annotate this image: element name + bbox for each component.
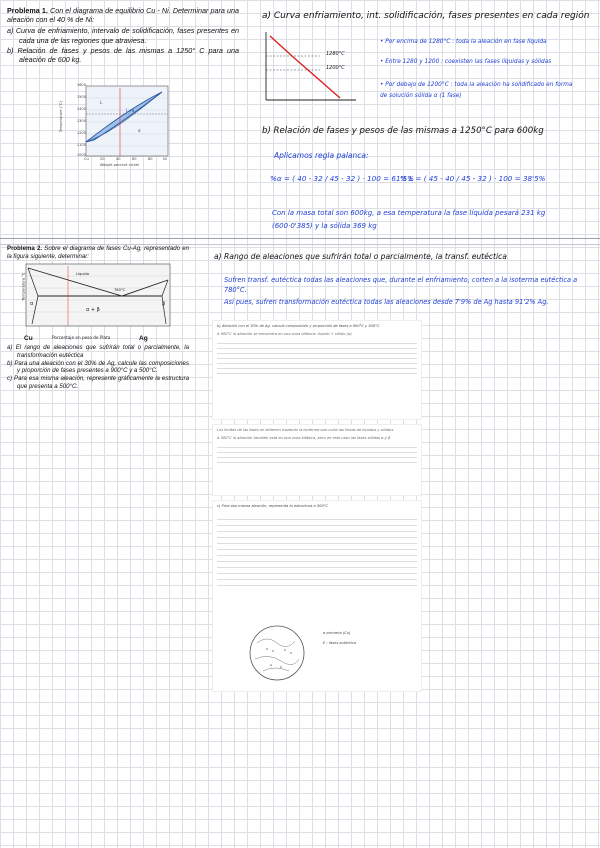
cu-ag-ylabel: Temperatura °C	[21, 272, 26, 301]
problem1-text: Con el diagrama de equilibrio Cu - Ni. Determinar para una aleación con el 40 % de Ni:	[7, 6, 239, 25]
cu-ni-xlabel: Weight percent nickel	[100, 163, 139, 167]
cu-ni-ytick: 1600	[76, 83, 86, 87]
cu-ni-xtick: 20	[100, 157, 105, 161]
legend-eutectic: E : fases eutéctica	[323, 641, 357, 645]
p2-answer-a-text-2: Así pues, sufren transformación eutéctica todas las aleaciones desde 7'9% de Ag hasta 91'2% Ag.	[224, 298, 549, 306]
svg-text:L+α: L+α	[126, 108, 135, 113]
cu-ag-xlabel: Porcentaje en peso de Plata	[52, 335, 111, 340]
p1-formula-liquid: % L = ( 45 - 40 / 45 - 32 ) · 100 = 38'5%	[400, 174, 546, 183]
p1-bullet-2: • Entre 1280 y 1200 : coexisten las fases líquidas y sólidas	[380, 59, 552, 65]
cu-ag-beta-label: β	[162, 301, 166, 307]
note-line-5: c) Para esa misma aleación, representa la estructura a 500°C	[217, 504, 329, 508]
problem2-item-c: c) Para esa misma aleación, represente gráficamente la estructura que presenta a 500°C.	[7, 375, 189, 390]
curve-label-1200: 1200°C	[326, 65, 345, 71]
cu-ni-xtick: 60	[132, 157, 137, 161]
svg-text:α: α	[138, 128, 141, 133]
p1-conclusion: Con la masa total son 600kg, a esa temperatura la fase líquida pesará 231 kg (600·0'385) y la sólida 369 kg	[272, 209, 546, 230]
cu-ni-ytick: 1400	[76, 107, 86, 111]
problem1-item-b: b) Relación de fases y pesos de las mismas a 1250° C para una aleación de 600 kg.	[7, 45, 239, 65]
scanned-note-c	[212, 500, 422, 692]
problem1-item-a: a) Curva de enfriamiento, intervalo de solidificación, fases presentes en cada una de las regiones que atraviesa.	[7, 26, 239, 45]
cu-ni-xtick: Ni	[163, 157, 167, 161]
cu-ag-alpha-beta-label: α + β	[86, 307, 100, 313]
cu-ag-alpha-label: α	[30, 301, 34, 307]
p2-answer-a-heading: a) Rango de aleaciones que sufrirán total o parcialmente, la transf. eutéctica	[214, 252, 507, 261]
cu-ni-ytick: 1300	[76, 119, 86, 123]
problem2-item-a: a) El rango de aleaciones que sufrirán total o parcialmente, la transformación eutéctica	[7, 344, 189, 359]
cu-ag-right-label: Ag	[139, 335, 148, 342]
p2-answer-a-text-1: Sufren transf. eutéctica todas las aleaciones que, durante el enfriamiento, corten a la isoterma eutéctica a 780°C.	[224, 276, 578, 294]
cu-ni-ylabel: Temperature (°C)	[58, 101, 63, 133]
problem1-title: Problema 1.	[7, 6, 48, 15]
cu-ni-ytick: 1500	[76, 95, 86, 99]
cu-ni-ytick: 1000	[76, 153, 86, 157]
cu-ni-xtick: 80	[148, 157, 153, 161]
problem2-title: Problema 2.	[7, 245, 43, 252]
p1-formula-alpha: %α = ( 40 - 32 / 45 - 32 ) · 100 = 61'5%	[270, 174, 414, 183]
legend-alpha-primary: α primaria (Cu)	[323, 631, 351, 635]
p1-bullet-1: • Por encima de 1280°C : toda la aleación en fase líquida	[380, 39, 547, 45]
cu-ni-ytick: 1200	[76, 131, 86, 135]
cu-ag-liquid-label: Líquido	[76, 272, 90, 276]
cu-ni-phase-diagram	[58, 83, 172, 170]
svg-text:L: L	[100, 100, 103, 105]
cu-ni-xtick: Cu	[84, 157, 89, 161]
cu-ni-xtick: 40	[116, 157, 121, 161]
section-divider	[0, 238, 600, 239]
scanned-note-b-900	[212, 320, 422, 420]
note-line-4: A 500°C la aleación también está en una zona bifásica, pero en este caso las fases sólidas α y β	[217, 436, 391, 441]
p1-bullet-3: • Por debajo de 1200°C : toda la aleación ha solidificado en forma de solución sólida α (1 fase)	[380, 82, 573, 99]
cu-ag-eutectic-temp: 780°C	[114, 288, 126, 292]
curve-label-1280: 1280°C	[326, 51, 345, 57]
problem2-statement	[7, 245, 189, 261]
problem2-items	[7, 344, 189, 391]
note-line-1: b) Aleación con el 30% de Ag, calcule composición y proporción de fases a 900°C y 500°C	[217, 324, 380, 328]
scanned-note-b-500	[212, 424, 422, 496]
microstructure-sketch	[247, 623, 307, 683]
problem2-item-b: b) Para una aleación con el 30% de Ag, calcule las composiciones y proporción de fases presentes a 900°C y a 500°C.	[7, 359, 189, 375]
note-line-2: A 900°C la aleación se encuentra en una zona bifásica: líquido + sólido (α)	[217, 332, 352, 337]
cu-ag-phase-diagram	[16, 262, 172, 334]
p1-answer-a-heading: a) Curva enfriamiento, int. solidificación, fases presentes en cada región	[262, 11, 590, 21]
p1-method: Aplicamos regla palanca:	[274, 151, 369, 160]
p1-answer-b-heading: b) Relación de fases y pesos de las mismas a 1250°C para 600kg	[262, 126, 544, 136]
problem1-statement	[7, 6, 239, 64]
cu-ag-left-label: Cu	[24, 335, 33, 342]
cooling-curve-sketch	[262, 30, 358, 102]
problem2-text: Sobre el diagrama de fases Cu-Ag, representado en la figura siguiente, determinar:	[7, 245, 189, 260]
cu-ni-ytick: 1100	[76, 143, 86, 147]
note-line-3: Los límites de las fases se obtienen trazando la isoterma que corta las líneas de liquidus y solidus	[217, 428, 394, 432]
